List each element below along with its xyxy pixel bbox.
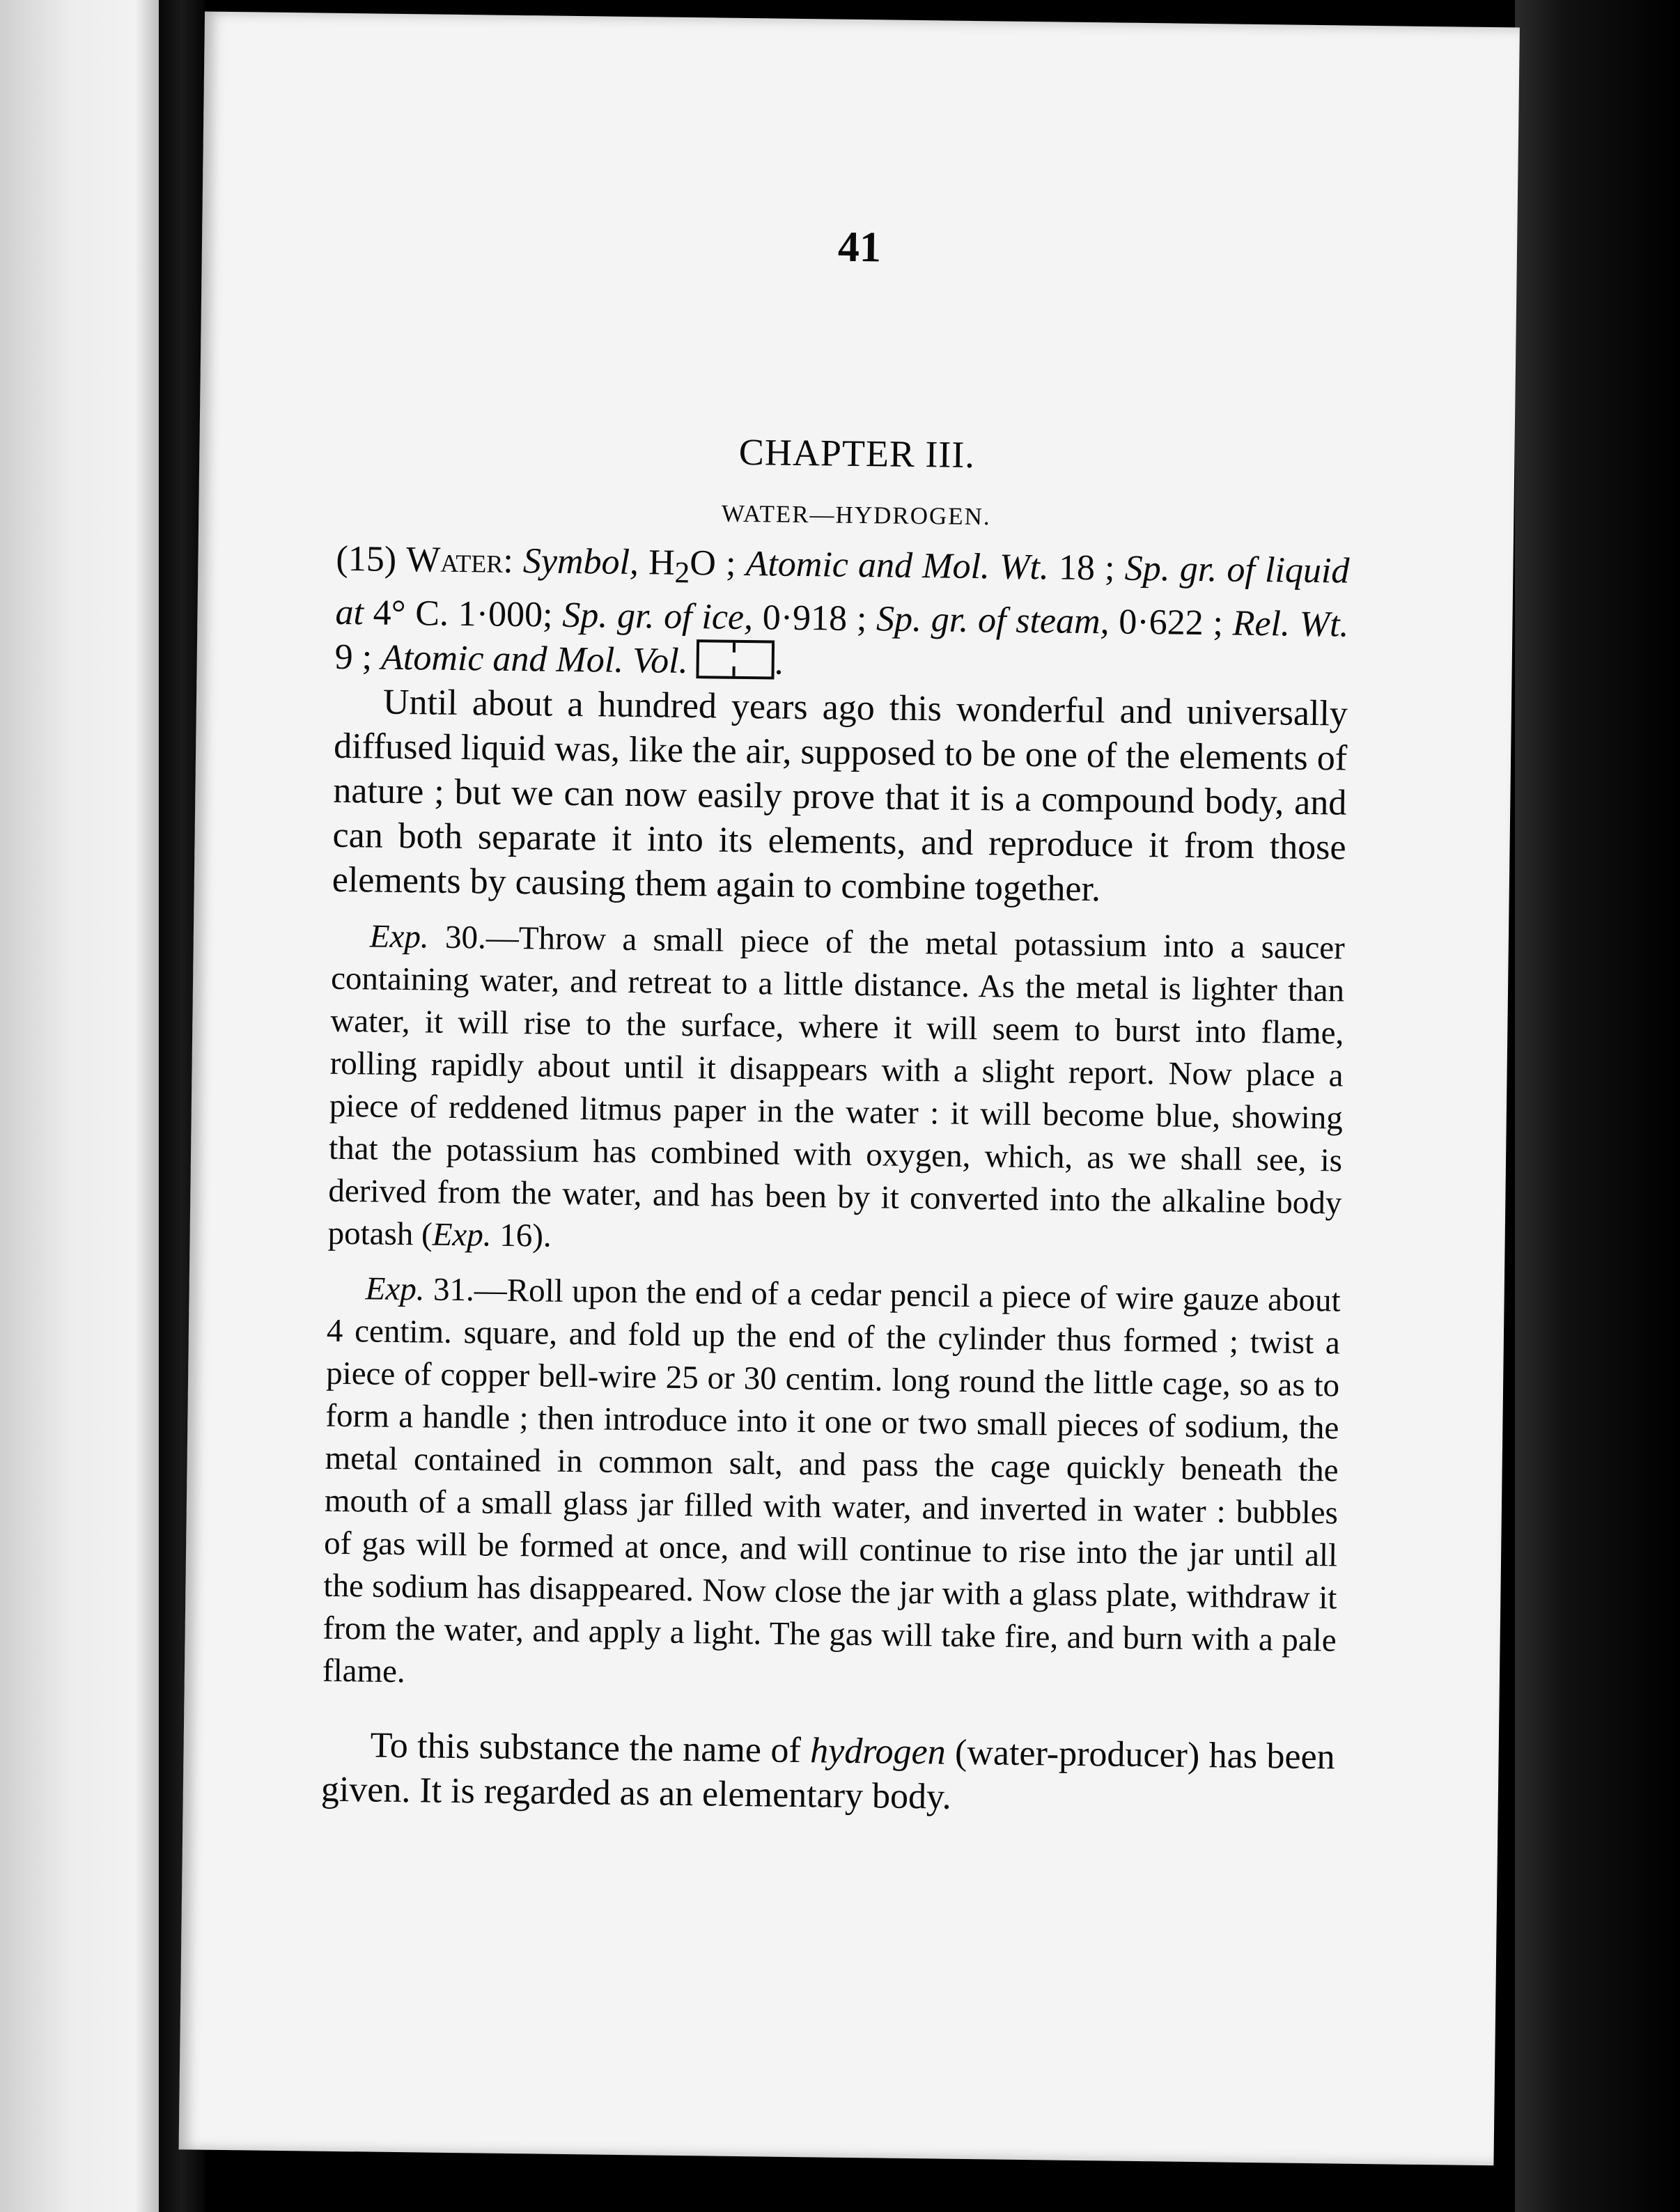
- right-page-shadow: [1515, 0, 1680, 2212]
- value-sp-gr-ice: 0·918 ;: [762, 598, 867, 639]
- label-atomic-mol-wt: Atomic and Mol. Wt.: [745, 544, 1050, 588]
- formula: $H_2O$ ;: [648, 543, 736, 590]
- water-specification: (15) Water: Symbol, $H_2O$ ; Atomic and Mol. Wt. 18 ; Sp. gr. of liquid at 4° C. 1·000; Sp. gr. of ice, 0·918 ; Sp. gr. of steam, 0·622 ; Rel. Wt. 9 ; Atomic and Mol. Vol. .: [334, 538, 1350, 683]
- experiment-30: Exp. 30.—Throw a small piece of the metal potassium into a saucer containing water, and retreat to a little distance. As the metal is lighter than water, it will rise to the surface, where it will seem to burst into flame, rolling rapidly about until it disappears with a slight report. Now place a piece of reddened litmus paper in the water : it will become blue, showing that the potassium has combined with oxygen, which, as we shall see, is derived from the water, and has been by it converted into the alkaline body potash (Exp. 16).: [327, 918, 1346, 1255]
- paragraph-number: (15): [336, 538, 397, 579]
- label-symbol: Symbol,: [522, 541, 639, 583]
- chapter-subtitle: WATER—HYDROGEN.: [721, 499, 991, 531]
- label-sp-gr-liquid: Sp. gr. of liquid at: [335, 548, 1350, 633]
- hydrogen-paragraph: To this substance the name of hydrogen (water-producer) has been given. It is regarded as an elementary body.: [320, 1725, 1335, 1818]
- intro-paragraph: Until about a hundred years ago this wonderful and universally diffused liquid was, like the air, supposed to be one of the elements of nature ; but we can now easily prove that it is a compound body, and can both separate it into its elements, and reproduce it from those elements by causing them again to combine together.: [332, 683, 1348, 910]
- label-sp-gr-ice: Sp. gr. of ice,: [561, 595, 754, 638]
- page-number: 41: [837, 223, 882, 272]
- chapter-heading: CHAPTER III.: [738, 430, 976, 476]
- value-rel-wt: 9 ;: [334, 637, 373, 678]
- left-page-edge: [0, 0, 159, 2212]
- label-atomic-mol-vol: Atomic and Mol. Vol.: [380, 638, 689, 682]
- book-page: [179, 11, 1520, 2165]
- term-hydrogen: hydrogen: [809, 1731, 946, 1773]
- value-atomic-mol-wt: 18 ;: [1058, 547, 1115, 589]
- value-sp-gr-liquid: 4° C. 1·000;: [373, 593, 553, 636]
- experiment-31: Exp. 31.—Roll upon the end of a cedar pencil a piece of wire gauze about 4 centim. square, and fold up the end of the cylinder thus formed ; twist a piece of copper bell-wire 25 or 30 centim. long round the little cage, so as to form a handle ; then introduce into it one or two small pieces of sodium, the metal contained in common salt, and pass the cage quickly beneath the mouth of a small glass jar filled with water, and inverted in water : bubbles of gas will be formed at once, and will continue to rise into the jar until all the sodium has disappeared. Now close the jar with a glass plate, withdraw it from the water, and apply a light. The gas will take fire, and burn with a pale flame.: [322, 1270, 1341, 1690]
- spec-title: Water: [405, 540, 504, 581]
- label-sp-gr-steam: Sp. gr. of steam,: [876, 599, 1110, 642]
- page-body: [320, 537, 1349, 1825]
- value-sp-gr-steam: 0·622 ;: [1119, 602, 1224, 644]
- volume-square-icon: [696, 640, 775, 680]
- label-rel-wt: Rel. Wt.: [1232, 603, 1349, 645]
